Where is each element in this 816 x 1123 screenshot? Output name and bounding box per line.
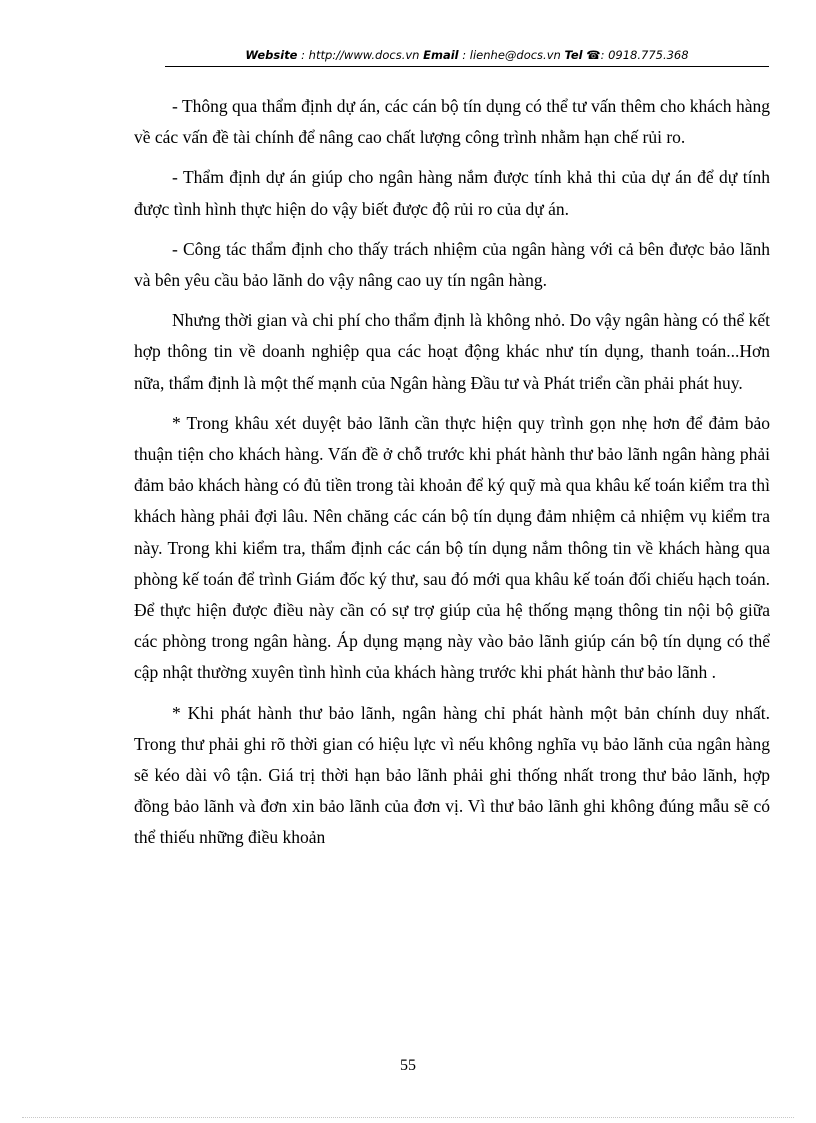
tel-value: : 0918.775.368 bbox=[600, 48, 689, 62]
website-value: : http://www.docs.vn bbox=[301, 48, 420, 62]
paragraph: * Khi phát hành thư bảo lãnh, ngân hàng chỉ phát hành một bản chính duy nhất. Trong thư phải ghi rõ thời gian có hiệu lực vì nếu không nghĩa vụ bảo lãnh của ngân hàng sẽ kéo dài vô tận. Giá trị thời hạn bảo lãnh phải ghi thống nhất trong thư bảo lãnh, hợp đồng bảo lãnh và đơn xin bảo lãnh của đơn vị. Vì thư bảo lãnh ghi không đúng mẫu sẽ có thể thiếu những điều khoản bbox=[134, 702, 770, 848]
document-body bbox=[134, 91, 770, 863]
paragraph: - Công tác thẩm định cho thấy trách nhiệm của ngân hàng với cả bên được bảo lãnh và bên yêu cầu bảo lãnh do vậy nâng cao uy tín ngân hàng. bbox=[134, 238, 770, 291]
page-number: 55 bbox=[400, 1057, 416, 1074]
header-divider bbox=[165, 66, 769, 67]
tel-label: Tel bbox=[564, 48, 583, 62]
phone-icon: ☎ bbox=[586, 48, 601, 62]
page-header bbox=[165, 48, 769, 62]
email-label: Email bbox=[423, 48, 459, 62]
website-label: Website bbox=[245, 48, 298, 62]
page-bottom-divider bbox=[22, 1117, 794, 1118]
paragraph: - Thông qua thẩm định dự án, các cán bộ tín dụng có thể tư vấn thêm cho khách hàng về các vấn đề tài chính để nâng cao chất lượng công trình nhằm hạn chế rủi ro. bbox=[134, 96, 770, 148]
paragraph: * Trong khâu xét duyệt bảo lãnh cần thực hiện quy trình gọn nhẹ hơn để đảm bảo thuận tiện cho khách hàng. Vấn đề ở chỗ trước khi phát hành thư bảo lãnh ngân hàng phải đảm bảo khách hàng có đủ tiền trong tài khoản để ký quỹ mà qua khâu kế toán kiểm tra thì khách hàng phải đợi lâu. Nên chăng các cán bộ tín dụng đảm nhiệm cả nhiệm vụ kiểm tra này. Trong khi kiểm tra, thẩm định các cán bộ tín dụng nắm thông tin về khách hàng qua phòng kế toán để trình Giám đốc ký thư, sau đó mới qua khâu kế toán đối chiếu hạch toán. Để thực hiện được điều này cần có sự trợ giúp của hệ thống mạng thông tin nội bộ giữa các phòng trong ngân hàng. Áp dụng mạng này vào bảo lãnh giúp cán bộ tín dụng có thể cập nhật thường xuyên tình hình của khách hàng trước khi phát hành thư bảo lãnh . bbox=[134, 412, 770, 683]
paragraph: Nhưng thời gian và chi phí cho thẩm định là không nhỏ. Do vậy ngân hàng có thể kết hợp thông tin về doanh nghiệp qua các hoạt động khác như tín dụng, thanh toán...Hơn nữa, thẩm định là một thế mạnh của Ngân hàng Đầu tư và Phát triển cần phải phát huy. bbox=[134, 310, 770, 393]
email-value: : lienhe@docs.vn bbox=[462, 48, 561, 62]
paragraph: - Thẩm định dự án giúp cho ngân hàng nắm được tính khả thi của dự án để dự tính được tình hình thực hiện do vậy biết được độ rủi ro của dự án. bbox=[134, 167, 770, 219]
